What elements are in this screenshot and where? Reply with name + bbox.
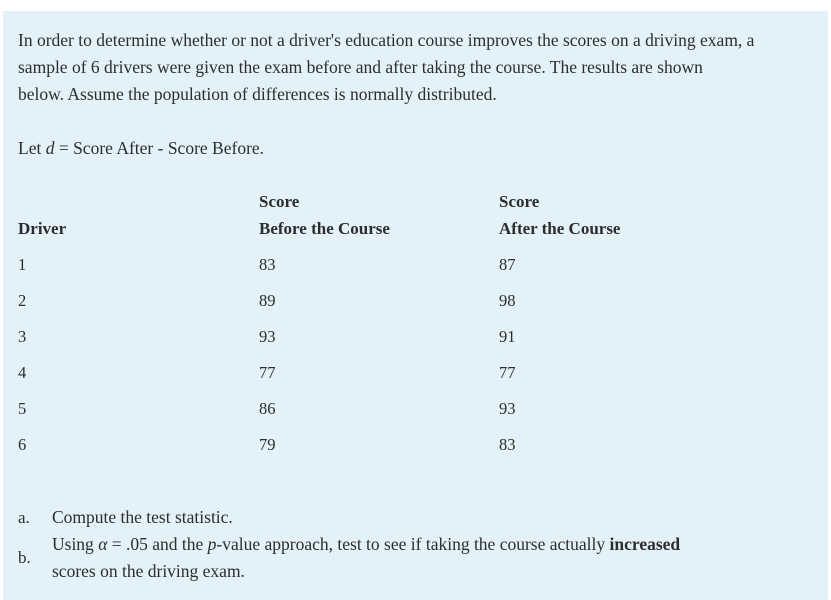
question-b-part3: -value approach, test to see if taking the course actually	[216, 534, 610, 554]
question-b-bold: increased	[609, 534, 681, 554]
driver-cell: 2	[18, 291, 27, 310]
question-b-line2: scores on the driving exam.	[52, 561, 245, 581]
before-cell: 93	[259, 327, 276, 346]
question-b-text	[52, 531, 752, 585]
before-cell: 89	[259, 291, 276, 310]
definition-rest: = Score After - Score Before.	[54, 138, 265, 158]
driver-cell: 6	[18, 435, 27, 454]
after-cell: 91	[499, 327, 516, 346]
alpha-symbol: α	[98, 534, 108, 554]
header-before-bottom: Before the Course	[259, 219, 390, 238]
question-a-text: Compute the test statistic.	[52, 507, 233, 527]
question-b-letter: b.	[18, 548, 31, 567]
header-driver: Driver	[18, 219, 67, 238]
problem-intro	[18, 27, 808, 108]
before-cell: 77	[259, 363, 276, 382]
question-a-letter: a.	[18, 508, 30, 527]
after-cell: 93	[499, 399, 516, 418]
intro-line-2: sample of 6 drivers were given the exam before and after taking the course. The results are shown	[18, 57, 703, 77]
definition-prefix: Let	[18, 138, 46, 158]
before-cell: 86	[259, 399, 276, 418]
header-after-top: Score	[499, 192, 540, 211]
question-b-part1: Using	[52, 534, 99, 554]
question-b-part2: = .05 and the	[107, 534, 208, 554]
after-cell: 77	[499, 363, 516, 382]
header-after-bottom: After the Course	[499, 219, 621, 238]
after-cell: 98	[499, 291, 516, 310]
p-symbol: p	[207, 534, 217, 554]
intro-line-1: In order to determine whether or not a driver's education course improves the scores on a driving exam, a	[18, 30, 755, 50]
before-cell: 79	[259, 435, 276, 454]
difference-definition	[18, 135, 264, 162]
before-cell: 83	[259, 255, 276, 274]
driver-cell: 1	[18, 255, 27, 274]
intro-line-3: below. Assume the population of differences is normally distributed.	[18, 84, 497, 104]
definition-variable: d	[45, 138, 55, 158]
driver-cell: 5	[18, 399, 27, 418]
after-cell: 83	[499, 435, 516, 454]
after-cell: 87	[499, 255, 516, 274]
driver-cell: 3	[18, 327, 27, 346]
header-before-top: Score	[259, 192, 300, 211]
driver-cell: 4	[18, 363, 27, 382]
